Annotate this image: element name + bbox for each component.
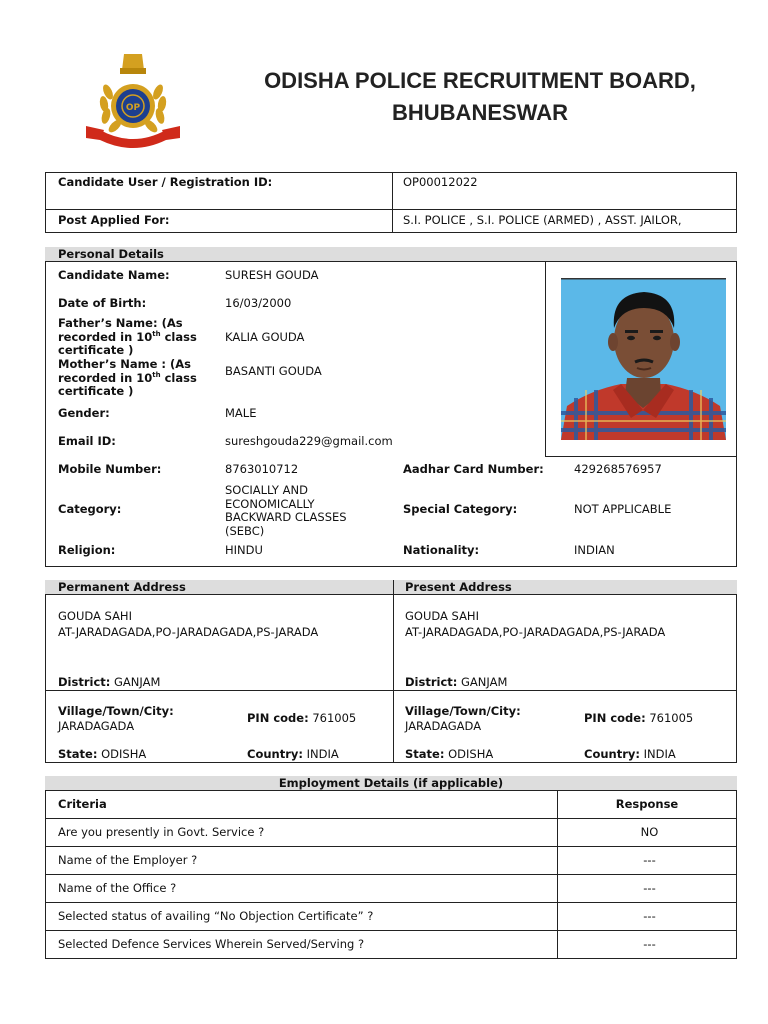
present-village-label: Village/Town/City: — [405, 704, 521, 718]
religion-value: HINDU — [225, 543, 263, 557]
present-address-title: Present Address — [405, 580, 512, 594]
category-value: SOCIALLY AND ECONOMICALLY BACKWARD CLASSES (SEBC) — [225, 483, 347, 538]
category-label: Category: — [58, 502, 122, 516]
father-name-value: KALIA GOUDA — [225, 330, 305, 344]
employment-title: Employment Details (if applicable) — [278, 776, 504, 790]
table-row-criteria: Name of the Office ? — [58, 881, 177, 895]
post-applied-value: S.I. POLICE , S.I. POLICE (ARMED) , ASST. JAILOR, — [403, 213, 682, 227]
email-label: Email ID: — [58, 434, 116, 448]
table-row-criteria: Are you presently in Govt. Service ? — [58, 825, 265, 839]
present-line1: GOUDA SAHI — [405, 609, 479, 623]
present-village-value: JARADAGADA — [405, 719, 482, 733]
mobile-label: Mobile Number: — [58, 462, 162, 476]
present-country: Country: INDIA — [584, 747, 676, 761]
religion-label: Religion: — [58, 543, 116, 557]
mother-name-label: Mother’s Name : (As recorded in 10th class certificate ) — [58, 357, 197, 398]
registration-id-value: OP00012022 — [403, 175, 478, 189]
response-header: Response — [615, 797, 679, 811]
permanent-country: Country: INDIA — [247, 747, 339, 761]
candidate-name-label: Candidate Name: — [58, 268, 170, 282]
table-row-response: --- — [643, 909, 656, 923]
gender-value: MALE — [225, 406, 257, 420]
table-row-response: --- — [643, 937, 656, 951]
email-value: sureshgouda229@gmail.com — [225, 434, 393, 448]
permanent-village-value: JARADAGADA — [58, 719, 135, 733]
dob-value: 16/03/2000 — [225, 296, 292, 310]
gender-label: Gender: — [58, 406, 110, 420]
special-category-label: Special Category: — [403, 502, 518, 516]
table-row-criteria: Selected status of availing “No Objection Certificate” ? — [58, 909, 374, 923]
svg-text:OP: OP — [125, 103, 141, 113]
present-line2: AT-JARADAGADA,PO-JARADAGADA,PS-JARADA — [405, 625, 666, 639]
permanent-pin: PIN code: 761005 — [247, 711, 357, 725]
criteria-header: Criteria — [58, 797, 107, 811]
candidate-photo — [561, 278, 726, 440]
mobile-value: 8763010712 — [225, 462, 299, 476]
father-name-label: Father’s Name: (As recorded in 10th class certificate ) — [58, 316, 197, 357]
personal-details-title: Personal Details — [58, 247, 164, 261]
aadhar-value: 429268576957 — [574, 462, 662, 476]
nationality-value: INDIAN — [574, 543, 615, 557]
address-box — [45, 580, 737, 763]
present-state: State: ODISHA — [405, 747, 494, 761]
table-row-criteria: Selected Defence Services Wherein Served/Serving ? — [58, 937, 365, 951]
permanent-line2: AT-JARADAGADA,PO-JARADAGADA,PS-JARADA — [58, 625, 319, 639]
candidate-name-value: SURESH GOUDA — [225, 268, 319, 282]
title-line2: BHUBANESWAR — [392, 100, 568, 125]
mother-name-value: BASANTI GOUDA — [225, 364, 322, 378]
police-emblem-logo — [82, 48, 184, 148]
table-row-response: NO — [640, 825, 659, 839]
table-row-response: --- — [643, 881, 656, 895]
nationality-label: Nationality: — [403, 543, 480, 557]
permanent-line1: GOUDA SAHI — [58, 609, 132, 623]
table-row-response: --- — [643, 853, 656, 867]
table-row-criteria: Name of the Employer ? — [58, 853, 198, 867]
permanent-district: District: GANJAM — [58, 675, 161, 689]
title-line1: ODISHA POLICE RECRUITMENT BOARD, — [264, 68, 696, 93]
present-district: District: GANJAM — [405, 675, 508, 689]
dob-label: Date of Birth: — [58, 296, 147, 310]
aadhar-label: Aadhar Card Number: — [403, 462, 544, 476]
permanent-village-label: Village/Town/City: — [58, 704, 174, 718]
post-applied-label: Post Applied For: — [58, 213, 170, 227]
permanent-address-title: Permanent Address — [58, 580, 186, 594]
registration-id-label: Candidate User / Registration ID: — [58, 175, 273, 189]
present-pin: PIN code: 761005 — [584, 711, 694, 725]
special-category-value: NOT APPLICABLE — [574, 502, 672, 516]
permanent-state: State: ODISHA — [58, 747, 147, 761]
